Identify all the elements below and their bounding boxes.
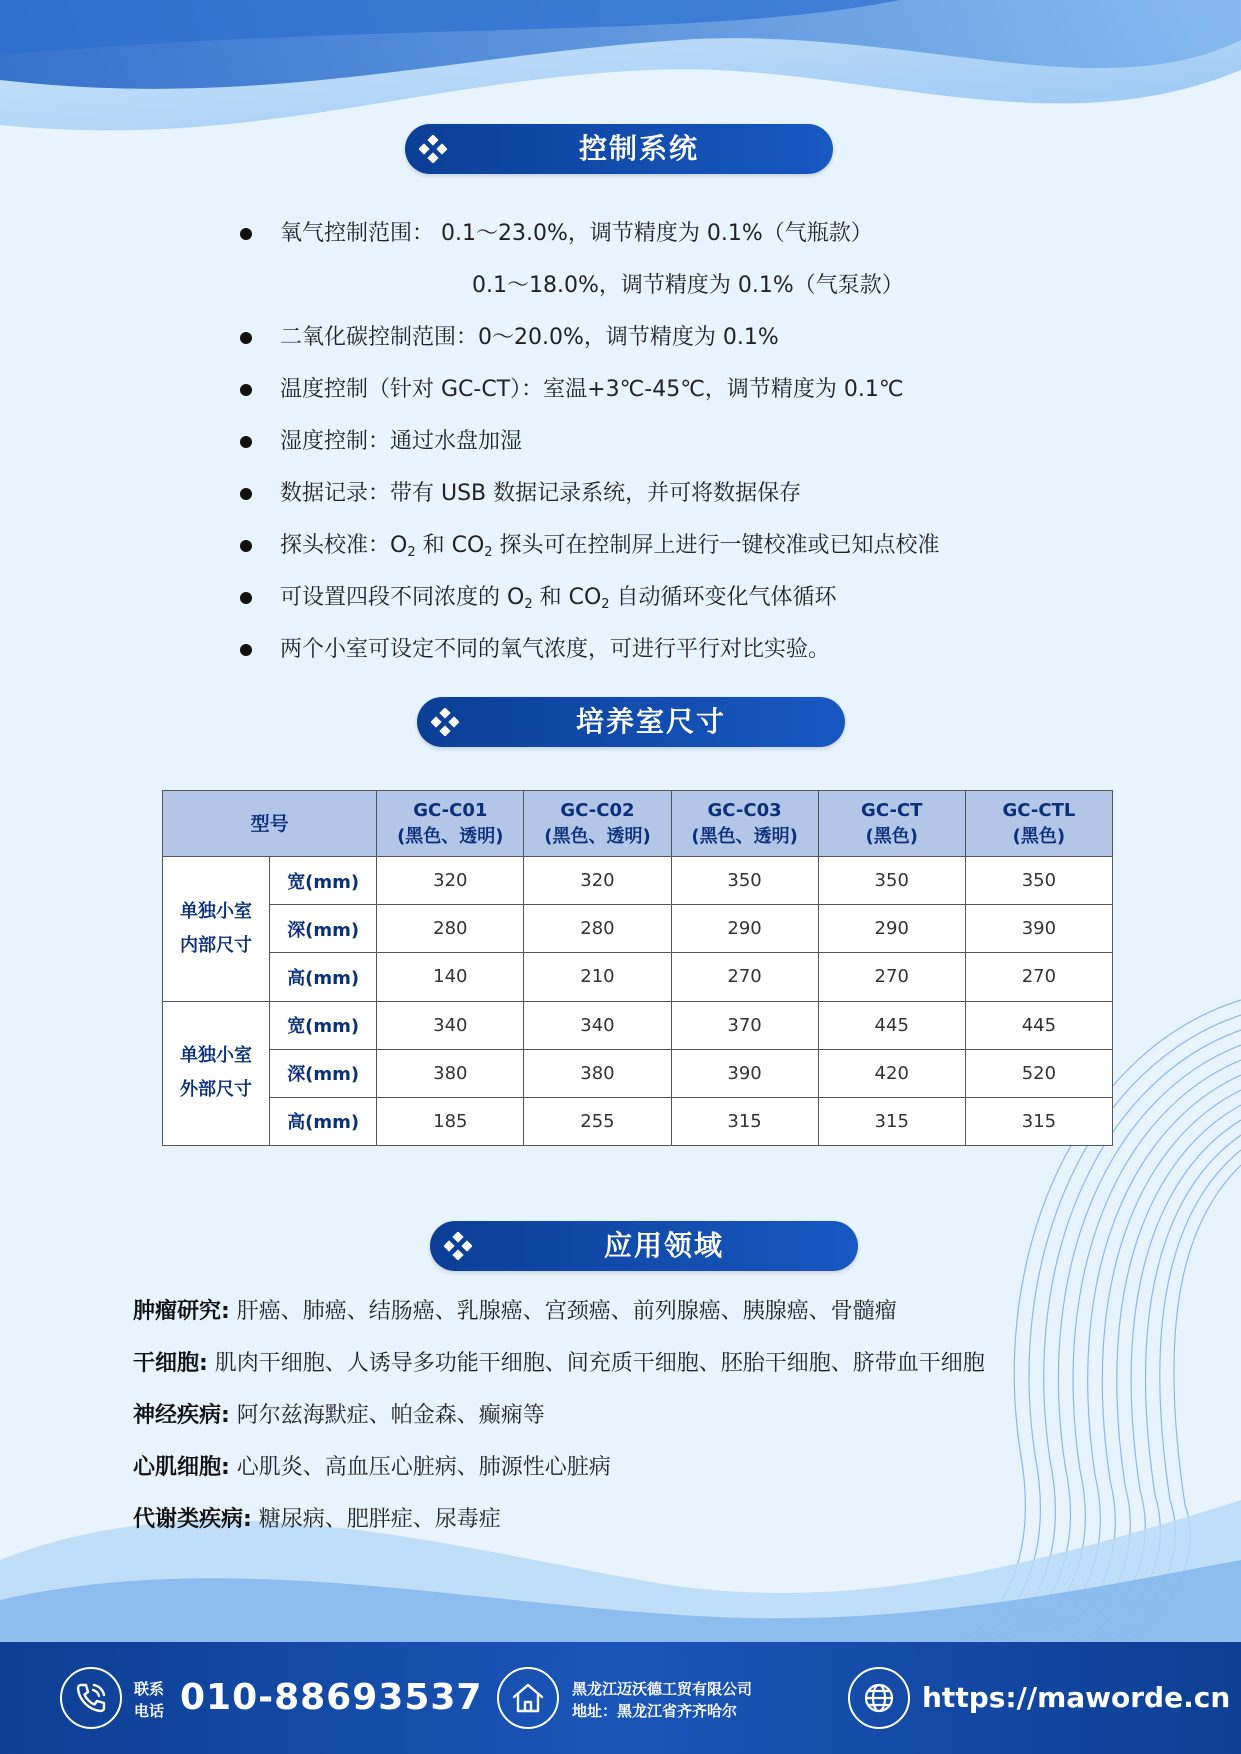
table-cell: 350 <box>671 857 818 905</box>
table-cell: 445 <box>965 1001 1112 1049</box>
contact-label: 联系 电话 <box>134 1680 165 1720</box>
model-header-cell: GC-C02 (黑色、透明) <box>524 791 671 857</box>
table-cell: 340 <box>524 1001 671 1049</box>
table-row <box>163 905 1113 953</box>
table-row <box>163 1049 1113 1097</box>
list-item: 心肌细胞: 心肌炎、高血压心脏病、肺源性心脏病 <box>133 1455 611 1480</box>
company-name: 黑龙江迈沃德工贸有限公司 <box>572 1680 753 1698</box>
group-label: 单独小室 内部尺寸 <box>163 857 270 1001</box>
list-item: 温度控制（针对 GC-CT）：室温+3℃-45℃，调节精度为 0.1℃ <box>230 368 1080 420</box>
section-header-control <box>405 124 833 174</box>
dim-label: 高(mm) <box>270 1097 377 1145</box>
table-cell: 185 <box>377 1097 524 1145</box>
section-title-chamber: 培养室尺寸 <box>575 705 726 738</box>
table-cell: 280 <box>377 905 524 953</box>
control-spec-list <box>230 212 1080 680</box>
dim-label: 高(mm) <box>270 953 377 1001</box>
model-header-cell: GC-CT (黑色) <box>818 791 965 857</box>
bullet-icon <box>240 228 252 240</box>
table-cell: 210 <box>524 953 671 1001</box>
bullet-icon <box>240 644 252 656</box>
section-header-application <box>430 1221 858 1271</box>
table-cell: 290 <box>671 905 818 953</box>
list-item: 神经疾病: 阿尔兹海默症、帕金森、癫痫等 <box>133 1403 545 1428</box>
table-cell: 380 <box>524 1049 671 1097</box>
table-cell: 140 <box>377 953 524 1001</box>
group-label: 单独小室 外部尺寸 <box>163 1001 270 1145</box>
chamber-size-table <box>162 790 1113 1146</box>
model-header-cell: GC-C01 (黑色、透明) <box>377 791 524 857</box>
table-cell: 390 <box>965 905 1112 953</box>
table-cell: 315 <box>965 1097 1112 1145</box>
table-cell: 270 <box>818 953 965 1001</box>
table-cell: 380 <box>377 1049 524 1097</box>
bullet-icon <box>240 332 252 344</box>
list-item: 0.1～18.0%，调节精度为 0.1%（气泵款） <box>472 273 904 298</box>
table-cell: 445 <box>818 1001 965 1049</box>
table-row <box>163 857 1113 905</box>
table-cell: 520 <box>965 1049 1112 1097</box>
table-row <box>163 1097 1113 1145</box>
table-cell: 315 <box>671 1097 818 1145</box>
model-header: 型号 <box>163 791 377 857</box>
section-title-application: 应用领域 <box>603 1229 724 1262</box>
list-item: 干细胞: 肌肉干细胞、人诱导多功能干细胞、间充质干细胞、胚胎干细胞、脐带血干细胞 <box>133 1351 985 1376</box>
table-cell: 350 <box>818 857 965 905</box>
table-row <box>163 953 1113 1001</box>
table-cell: 390 <box>671 1049 818 1097</box>
table-cell: 320 <box>377 857 524 905</box>
list-item: 探头校准：$O_2$ 和 $CO_2$ 探头可在控制屏上进行一键校准或已知点校准 <box>230 524 1080 576</box>
list-item: 数据记录：带有 USB 数据记录系统，并可将数据保存 <box>230 472 1080 524</box>
company-address: 地址：黑龙江省齐齐哈尔 <box>572 1702 738 1720</box>
table-row <box>163 1001 1113 1049</box>
table-cell: 315 <box>818 1097 965 1145</box>
dim-label: 深(mm) <box>270 1049 377 1097</box>
list-item: 可设置四段不同浓度的 $O_2$ 和 $CO_2$ 自动循环变化气体循环 <box>230 576 1080 628</box>
table-cell: 280 <box>524 905 671 953</box>
list-item: 肿瘤研究: 肝癌、肺癌、结肠癌、乳腺癌、宫颈癌、前列腺癌、胰腺癌、骨髓瘤 <box>133 1299 897 1324</box>
list-item: 氧气控制范围： 0.1～23.0%，调节精度为 0.1%（气瓶款） <box>230 212 1080 264</box>
website-link[interactable]: https://maworde.cn <box>922 1681 1231 1714</box>
bullet-icon <box>240 540 252 552</box>
table-cell: 320 <box>524 857 671 905</box>
application-list <box>133 1290 1133 1550</box>
bullet-icon <box>240 592 252 604</box>
model-header-cell: GC-C03 (黑色、透明) <box>671 791 818 857</box>
list-item: 二氧化碳控制范围：0～20.0%，调节精度为 0.1% <box>230 316 1080 368</box>
table-header-row <box>163 791 1113 857</box>
model-header-cell: GC-CTL (黑色) <box>965 791 1112 857</box>
list-item: 两个小室可设定不同的氧气浓度，可进行平行对比实验。 <box>230 628 1080 680</box>
table-cell: 270 <box>671 953 818 1001</box>
bullet-icon <box>240 436 252 448</box>
table-cell: 290 <box>818 905 965 953</box>
table-cell: 420 <box>818 1049 965 1097</box>
bullet-icon <box>240 488 252 500</box>
footer <box>0 1642 1241 1754</box>
table-cell: 350 <box>965 857 1112 905</box>
phone-number[interactable]: 010-88693537 <box>180 1677 483 1718</box>
company-info <box>572 1678 752 1722</box>
list-item: 代谢类疾病: 糖尿病、肥胖症、尿毒症 <box>133 1507 501 1532</box>
table-cell: 340 <box>377 1001 524 1049</box>
section-title-control: 控制系统 <box>578 132 699 165</box>
globe-icon <box>848 1667 910 1729</box>
dim-label: 深(mm) <box>270 905 377 953</box>
dim-label: 宽(mm) <box>270 857 377 905</box>
section-header-chamber <box>417 697 845 747</box>
dim-label: 宽(mm) <box>270 1001 377 1049</box>
phone-icon <box>60 1667 122 1729</box>
table-cell: 370 <box>671 1001 818 1049</box>
table-cell: 270 <box>965 953 1112 1001</box>
home-icon <box>497 1667 559 1729</box>
table-cell: 255 <box>524 1097 671 1145</box>
bullet-icon <box>240 384 252 396</box>
list-item: 湿度控制：通过水盘加湿 <box>230 420 1080 472</box>
